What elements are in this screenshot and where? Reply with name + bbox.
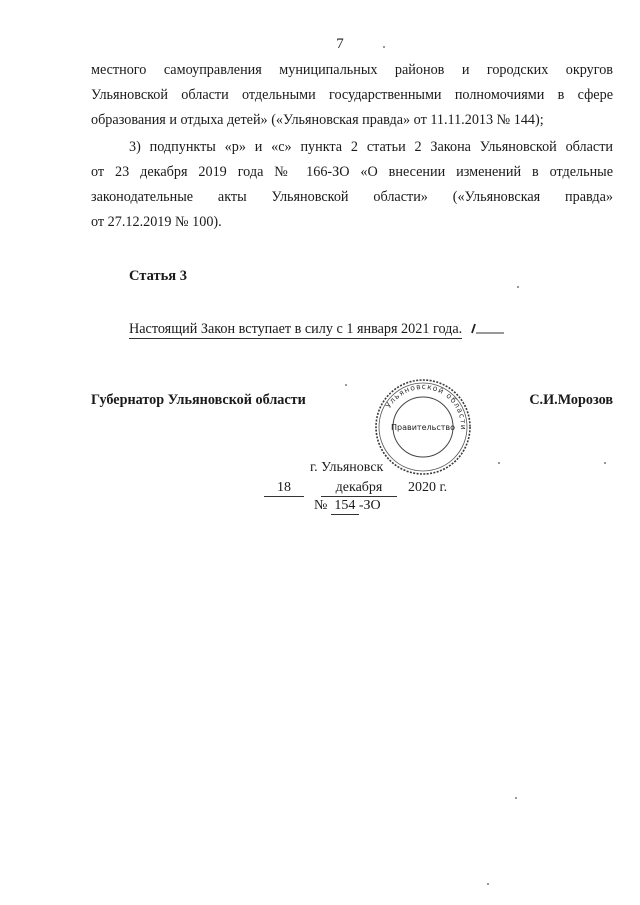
text-line: Ульяновской области отдельными государственными полномочиями в сфере bbox=[91, 87, 613, 103]
text-line: от 27.12.2019 № 100). bbox=[91, 214, 222, 230]
article-heading: Статья 3 bbox=[129, 268, 187, 284]
effect-clause bbox=[129, 321, 506, 338]
page-number: 7 bbox=[336, 36, 344, 52]
governor-title: Губернатор Ульяновской области bbox=[91, 392, 306, 408]
law-number-value: 154 bbox=[331, 498, 359, 515]
seal-center-text: Правительство bbox=[391, 423, 455, 432]
effect-text: Настоящий Закон вступает в силу с 1 января 2021 года. bbox=[129, 321, 463, 337]
text-line: 3) подпункты «р» и «с» пункта 2 статьи 2 Закона Ульяновской области bbox=[129, 139, 613, 155]
date-year: 2020 г. bbox=[408, 480, 448, 495]
place-of-signing: г. Ульяновск bbox=[310, 460, 384, 475]
law-number-suffix: -ЗО bbox=[358, 498, 381, 513]
text-line: законодательные акты Ульяновской области» («Ульяновская правда» bbox=[91, 189, 613, 205]
official-seal-icon bbox=[373, 377, 473, 477]
text-line: от 23 декабря 2019 года № 166-ЗО «О внесении изменений в отдельные bbox=[91, 164, 613, 180]
item-3-paragraph bbox=[91, 135, 613, 235]
date-day: 18 bbox=[264, 480, 304, 497]
number-sign: № bbox=[314, 498, 328, 513]
signer-name: С.И.Морозов bbox=[529, 392, 613, 408]
seal-ring-text: Ульяновской области bbox=[383, 381, 469, 431]
text-line: образования и отдыха детей» («Ульяновская правда» от 11.11.2013 № 144); bbox=[91, 112, 544, 128]
pen-stroke-icon bbox=[466, 321, 506, 335]
law-number bbox=[314, 498, 381, 515]
signing-date bbox=[264, 480, 447, 497]
date-month: декабря bbox=[321, 480, 397, 497]
text-line: местного самоуправления муниципальных районов и городских округов bbox=[91, 62, 613, 78]
continuation-paragraph bbox=[91, 58, 613, 133]
